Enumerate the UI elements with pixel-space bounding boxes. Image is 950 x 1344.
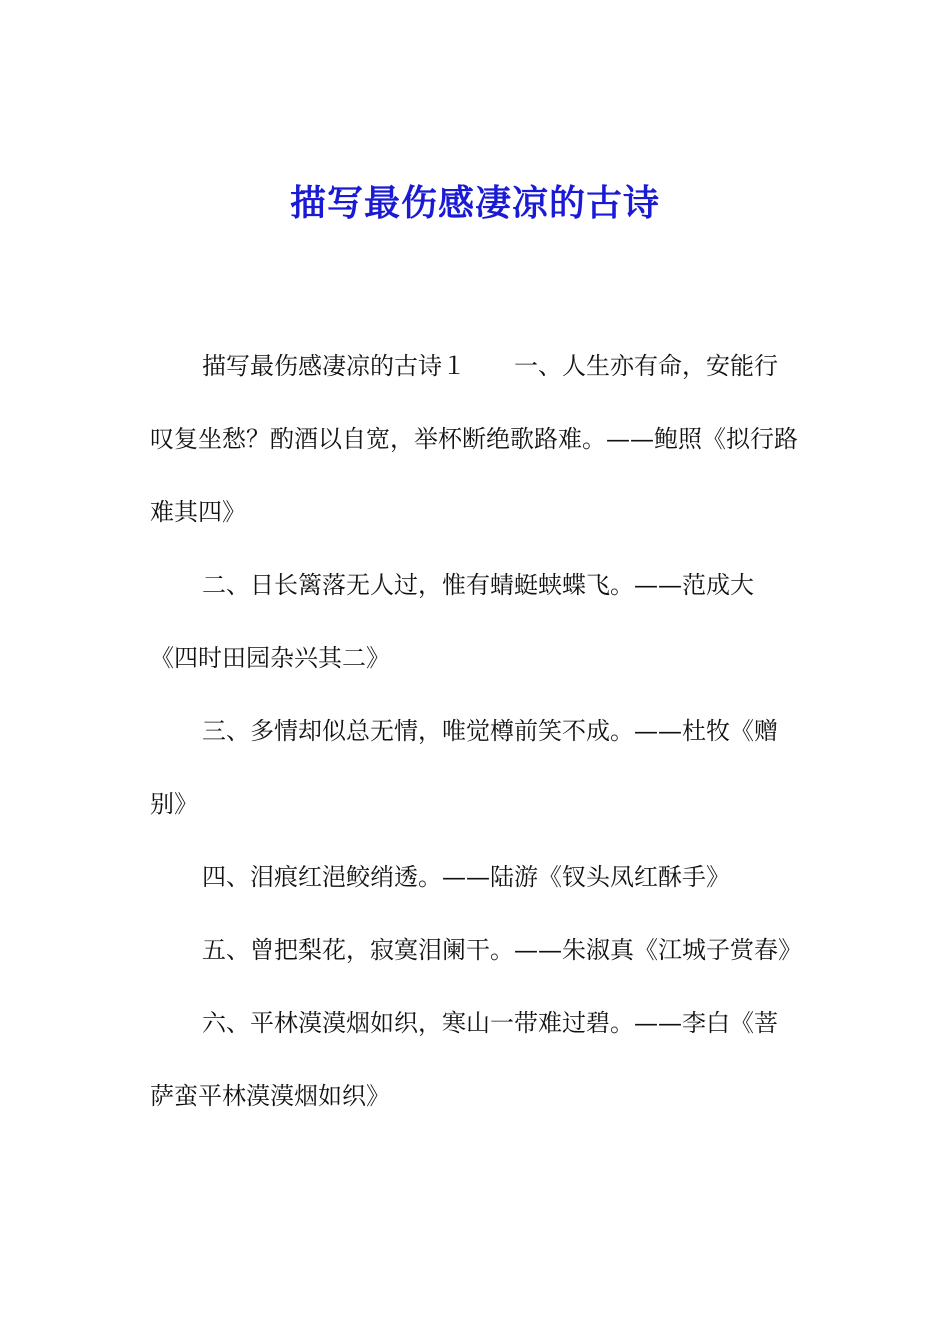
poem-line-2: 二、日长篱落无人过，惟有蜻蜓蛱蝶飞。——范成大《四时田园杂兴其二》 [150,571,754,672]
section-heading: 描写最伤感凄凉的古诗１ [202,352,466,380]
paragraph-3 [150,695,800,841]
paragraph-2 [150,549,800,695]
poem-line-4: 四、泪痕红浥鲛绡透。——陆游《钗头凤红酥手》 [202,863,730,891]
poem-line-1: 一、人生亦有命，安能行叹复坐愁？酌酒以自宽，举杯断绝歌路难。——鲍照《拟行路难其四》 [150,352,798,526]
paragraph-4 [150,841,800,914]
paragraph-6 [150,987,800,1133]
document-body [150,330,800,1133]
poem-line-6: 六、平林漠漠烟如织，寒山一带难过碧。——李白《菩萨蛮平林漠漠烟如织》 [150,1009,778,1110]
poem-line-3: 三、多情却似总无情，唯觉樽前笑不成。——杜牧《赠别》 [150,717,778,818]
paragraph-1 [150,330,800,549]
paragraph-5 [150,914,800,987]
poem-line-5: 五、曾把梨花，寂寞泪阑干。——朱淑真《江城子赏春》 [202,936,802,964]
page-title: 描写最伤感凄凉的古诗 [289,182,660,224]
